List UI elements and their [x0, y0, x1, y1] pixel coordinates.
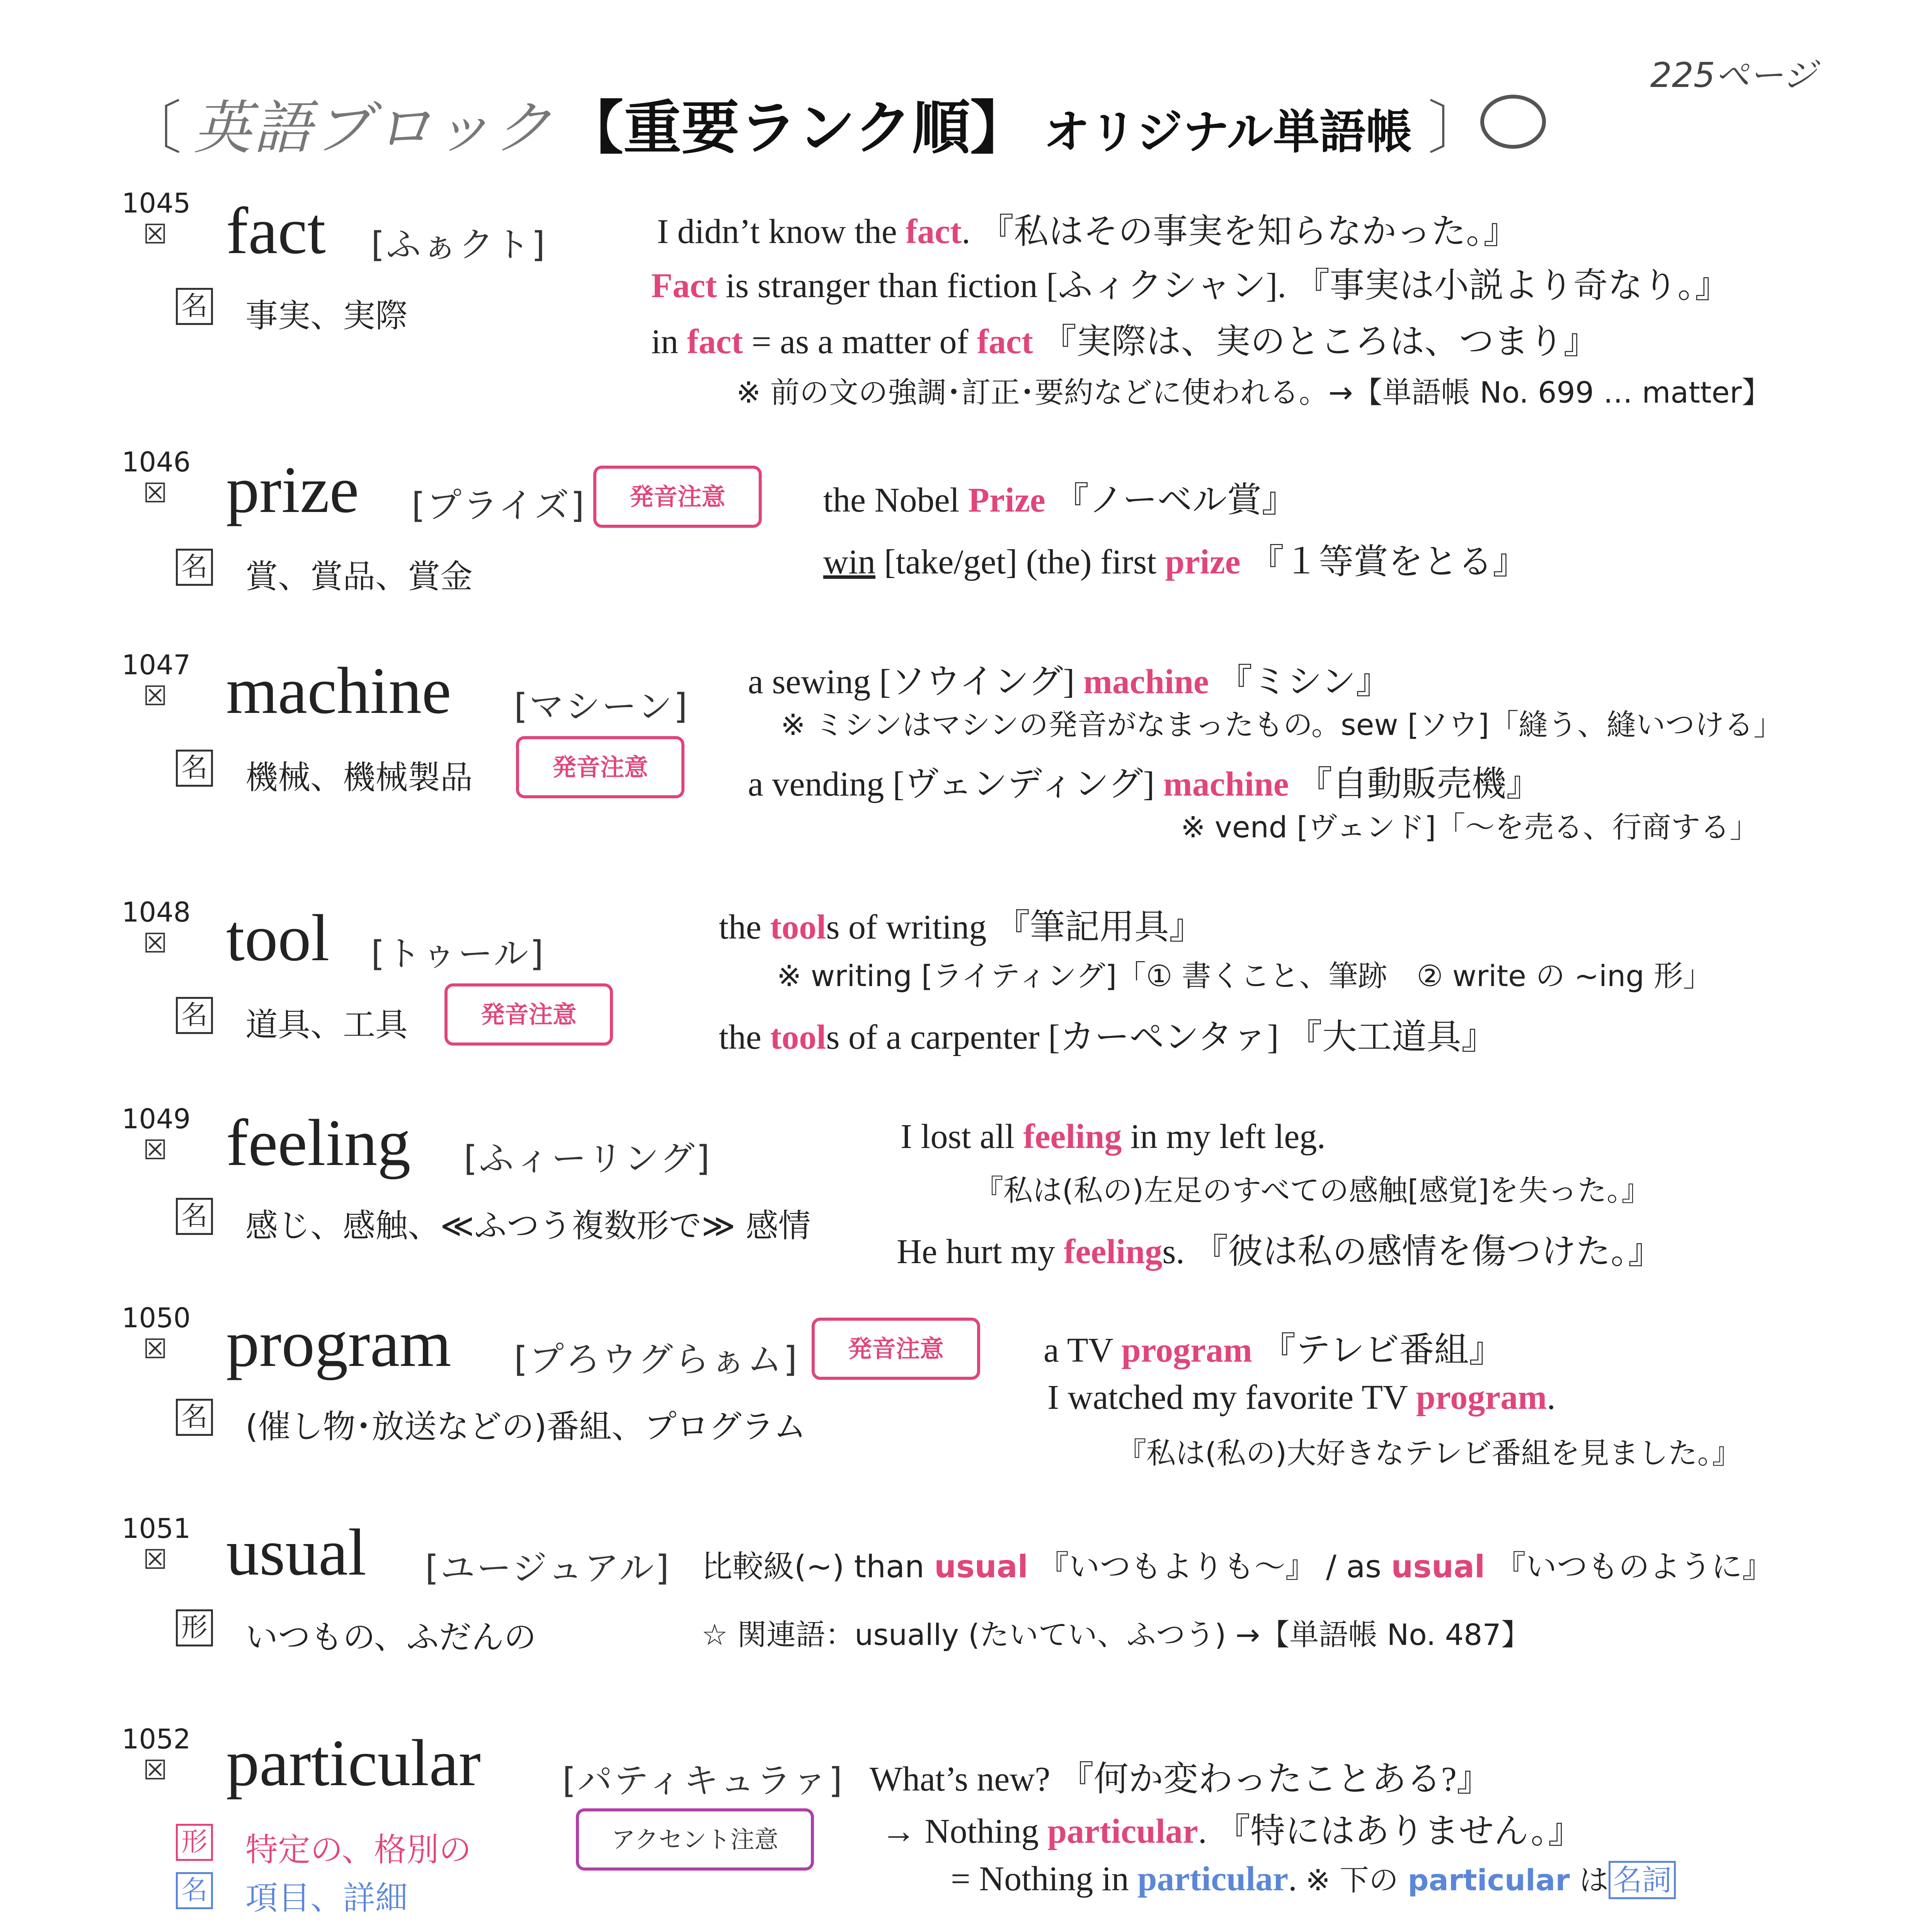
- entry-definition: 道具、工具: [245, 1006, 408, 1044]
- example-sentence: a vending [ヴェンディング] machine 『自動販売機』: [748, 765, 1541, 803]
- entry-pronunciation: [プライズ]: [412, 485, 586, 526]
- entry-word: tool: [226, 901, 330, 975]
- entry-definition: 項目、詳細: [245, 1879, 408, 1917]
- page-number: 225ページ: [1650, 55, 1817, 95]
- entry-word: feeling: [226, 1106, 411, 1180]
- checkbox-icon[interactable]: ☒: [143, 1333, 167, 1365]
- entry-number: 1052: [122, 1723, 191, 1755]
- pos-box: 名: [176, 1399, 213, 1436]
- header-subtitle: オリジナル単語帳: [1044, 105, 1413, 159]
- entry-pronunciation: [ふぁクト]: [371, 224, 547, 265]
- example-sentence: win [take/get] (the) first prize 『１等賞をとる』: [823, 543, 1528, 581]
- usage-note: ※ 前の文の強調･訂正･要約などに使われる。→【単語帳 No. 699 … matter】: [736, 375, 1771, 410]
- example-sentence: a TV program 『テレビ番組』: [1044, 1331, 1504, 1369]
- entry-number: 1045: [122, 187, 191, 219]
- entry-pronunciation: [プろウグらぁム]: [514, 1339, 799, 1380]
- pos-box: 名: [176, 750, 213, 787]
- entry-number: 1051: [122, 1513, 191, 1544]
- checkbox-icon[interactable]: ☒: [143, 1134, 167, 1166]
- entry-pronunciation: [マシーン]: [514, 686, 689, 727]
- header-close-bracket: 〕: [1428, 95, 1486, 162]
- entry-pronunciation: [パティキュラァ]: [562, 1760, 844, 1801]
- pronunciation-warning-badge: 発音注意: [593, 466, 762, 528]
- entry-pronunciation: [ユージュアル]: [425, 1548, 671, 1588]
- usage-note: ※ vend [ヴェンド]「～を売る、行商する」: [1181, 810, 1759, 844]
- entry-definition: 事実、実際: [245, 297, 408, 335]
- example-sentence: the Nobel Prize 『ノーベル賞』: [823, 481, 1297, 519]
- pronunciation-warning-badge: 発音注意: [516, 736, 684, 798]
- entry-definition: 特定の、格別の: [245, 1831, 472, 1869]
- entry-definition: 機械、機械製品: [245, 759, 473, 796]
- entry-word: prize: [226, 453, 359, 527]
- related-word-note: ☆ 関連語：usually (たいてい、ふつう) →【単語帳 No. 487】: [701, 1617, 1531, 1652]
- example-sentence: the tools of writing 『筆記用具』: [719, 908, 1204, 946]
- entry-word: usual: [226, 1516, 367, 1589]
- example-sentence: I lost all feeling in my left leg.: [901, 1117, 1326, 1156]
- entry-word: fact: [226, 194, 326, 268]
- entry-number: 1050: [122, 1302, 191, 1334]
- entry-pronunciation: [ふィーリング]: [464, 1138, 712, 1179]
- pronunciation-warning-badge: 発音注意: [444, 983, 613, 1046]
- pos-box: 名: [176, 288, 213, 325]
- entry-pronunciation: [トゥール]: [371, 934, 545, 974]
- page-header: [124, 81, 1486, 165]
- usage-note: ※ ミシンはマシンの発音がなまったもの。sew [ソウ]「縫う、縫いつける」: [781, 707, 1783, 742]
- entry-definition: 感じ、感触、≪ふつう複数形で≫ 感情: [245, 1207, 811, 1245]
- example-sentence: What’s new? 『何か変わったことある?』: [870, 1760, 1491, 1798]
- checkbox-icon[interactable]: ☒: [143, 1754, 167, 1786]
- example-sentence: I didn’t know the fact. 『私はその事実を知らなかった。』: [657, 213, 1519, 251]
- entry-word: program: [226, 1307, 451, 1381]
- example-sentence: in fact = as a matter of fact 『実際は、実のところは、つまり』: [651, 323, 1599, 361]
- checkbox-icon[interactable]: ☒: [143, 477, 167, 509]
- header-open-bracket: 〔: [124, 95, 182, 162]
- entry-word: particular: [226, 1726, 481, 1800]
- pos-box: 名: [176, 1198, 213, 1235]
- pos-box: 形: [176, 1609, 213, 1646]
- example-sentence: He hurt my feelings. 『彼は私の感情を傷つけた。』: [897, 1233, 1663, 1271]
- pronunciation-warning-badge: 発音注意: [812, 1318, 980, 1380]
- entry-number: 1046: [122, 446, 191, 478]
- example-translation: 『私は(私の)左足のすべての感触[感覚]を失った。』: [974, 1173, 1651, 1208]
- example-sentence: the tools of a carpenter [カーペンタァ] 『大工道具』: [719, 1018, 1496, 1056]
- smiley-doodle-icon: [1480, 95, 1546, 149]
- example-sentence: 比較級(~) than usual 『いつもよりも～』 / as usual 『いつものように』: [701, 1549, 1773, 1585]
- entry-definition: いつもの、ふだんの: [245, 1618, 536, 1656]
- pos-box: 名: [176, 1872, 213, 1909]
- usage-note: ※ writing [ライティング]「① 書くこと、筆跡 ② write の ~ing 形」: [777, 959, 1713, 993]
- checkbox-icon[interactable]: ☒: [143, 1544, 167, 1575]
- entry-definition: (催し物･放送などの)番組、プログラム: [245, 1408, 806, 1446]
- example-sentence: → Nothing particular. 『特にはありません。』: [881, 1812, 1583, 1850]
- checkbox-icon[interactable]: ☒: [143, 927, 167, 959]
- entry-number: 1049: [122, 1103, 191, 1135]
- header-brand: 英語ブロック: [193, 95, 554, 162]
- entry-word: machine: [226, 654, 451, 728]
- checkbox-icon[interactable]: ☒: [143, 680, 167, 712]
- accent-warning-badge: アクセント注意: [576, 1808, 814, 1871]
- entry-number: 1047: [122, 649, 191, 681]
- example-translation: 『私は(私の)大好きなテレビ番組を見ました。』: [1117, 1436, 1742, 1470]
- header-title: 【重要ランク順】: [565, 95, 1028, 162]
- pos-box: 名: [176, 997, 213, 1034]
- checkbox-icon[interactable]: ☒: [143, 218, 167, 250]
- example-sentence: I watched my favorite TV program.: [1047, 1378, 1556, 1417]
- example-sentence: = Nothing in particular. ※ 下の particular は 名詞: [951, 1857, 1676, 1899]
- example-sentence: a sewing [ソウイング] machine 『ミシン』: [748, 663, 1391, 701]
- entry-number: 1048: [122, 896, 191, 928]
- pos-box: 名: [176, 549, 213, 586]
- pos-box: 形: [176, 1824, 213, 1861]
- entry-definition: 賞、賞品、賞金: [245, 558, 473, 595]
- example-sentence: Fact is stranger than fiction [ふィクシャン]. 『事実は小説より奇なり。』: [651, 267, 1730, 305]
